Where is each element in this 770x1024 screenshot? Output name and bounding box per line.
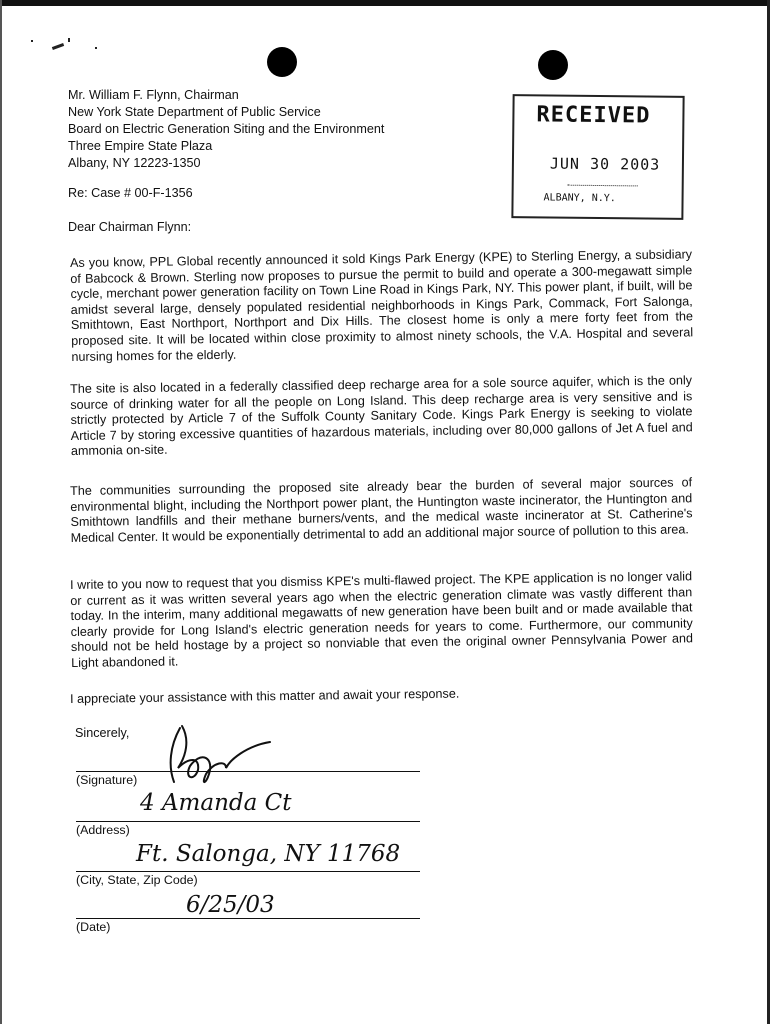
city-line <box>76 871 420 872</box>
body-paragraph: The site is also located in a federally classified deep recharge area for a sole source aquifer, which is the only source of drinking water for all the people on Long Island. This deep recharge area is very sensitive and is strictly protected by Article 7 of the Suffolk County Sanitary Code. Kings Park Energy is seeking to violate Article 7 by storing excessive quantities of hazardous materials, including over 80,000 gallons of Jet A fuel and ammonia on-site. <box>70 373 693 459</box>
address-handwritten: 4 Amanda Ct <box>140 790 292 816</box>
recipient-line: Board on Electric Generation Siting and the Environment <box>68 122 385 136</box>
scan-speck <box>68 38 70 42</box>
date-label: (Date) <box>76 920 111 934</box>
body-paragraph: I write to you now to request that you dismiss KPE's multi-flawed project. The KPE application is no longer valid or current as it was written several years ago when the electric generation climate was vastly different than today. In the interim, many additional megawatts of new generation have been built and or made available that clearly provide for Long Island's electric generation needs for years to come. Furthermore, our community should not be held hostage by a project so nonviable that even the original owner Pennsylvania Power and Light abandoned it. <box>70 569 694 670</box>
body-paragraph: I appreciate your assistance with this matter and await your response. <box>70 686 460 706</box>
date-handwritten: 6/25/03 <box>186 892 275 918</box>
stamp-location: ALBANY, N.Y. <box>543 192 616 205</box>
scan-top-edge <box>0 0 770 6</box>
scan-left-edge <box>0 0 2 1024</box>
re-line: Re: Case # 00-F-1356 <box>68 186 193 200</box>
date-line <box>76 918 420 919</box>
body-paragraph: The communities surrounding the proposed site already bear the burden of several major sources of environmental blight, including the Northport power plant, the Huntington waste incinerator, the Huntington and Smithtown landfills and their methane burners/vents, and the medical waste incinerator at St. Catherine's Medical Center. It would be exponentially detrimental to add an additional major source of pollution to this area. <box>70 475 693 545</box>
city-label: (City, State, Zip Code) <box>76 873 198 887</box>
stamp-date: JUN 30 2003 <box>549 154 661 174</box>
signature-line <box>76 771 420 772</box>
scan-speck <box>31 40 33 42</box>
stamp-dotted-line <box>568 185 638 190</box>
city-handwritten: Ft. Salonga, NY 11768 <box>136 841 401 867</box>
recipient-address <box>68 87 384 172</box>
scan-speck <box>52 43 64 50</box>
received-stamp <box>511 94 684 220</box>
scan-speck <box>95 47 97 49</box>
address-line <box>76 821 420 822</box>
closing: Sincerely, <box>75 726 130 740</box>
punch-hole-left <box>267 47 297 77</box>
recipient-line: Three Empire State Plaza <box>68 139 213 153</box>
signature-label: (Signature) <box>76 773 138 787</box>
handwritten-signature <box>160 716 280 796</box>
recipient-line: New York State Department of Public Service <box>68 105 321 119</box>
punch-hole-right <box>538 50 568 80</box>
salutation: Dear Chairman Flynn: <box>68 220 192 234</box>
body-paragraph: As you know, PPL Global recently announced it sold Kings Park Energy (KPE) to Sterling Energy, a subsidiary of Babcock & Brown. Sterling now proposes to pursue the permit to build and operate a 300-megawatt simple cycle, merchant power generation facility on Town Line Road in Kings Park, NY. This power plant, if built, will be amidst several large, densely populated residential neighborhoods in Kings Park, Commack, Fort Salonga, Smithtown, East Northport, Northport and Dix Hills. The closest home is only a mere forty feet from the proposed site. It will be located within close proximity to almost ninety schools, the V.A. Hospital and several nursing homes for the elderly. <box>70 247 694 364</box>
recipient-line: Albany, NY 12223-1350 <box>68 156 201 170</box>
recipient-line: Mr. William F. Flynn, Chairman <box>68 88 239 102</box>
stamp-title: RECEIVED <box>536 102 651 129</box>
address-label: (Address) <box>76 823 130 837</box>
